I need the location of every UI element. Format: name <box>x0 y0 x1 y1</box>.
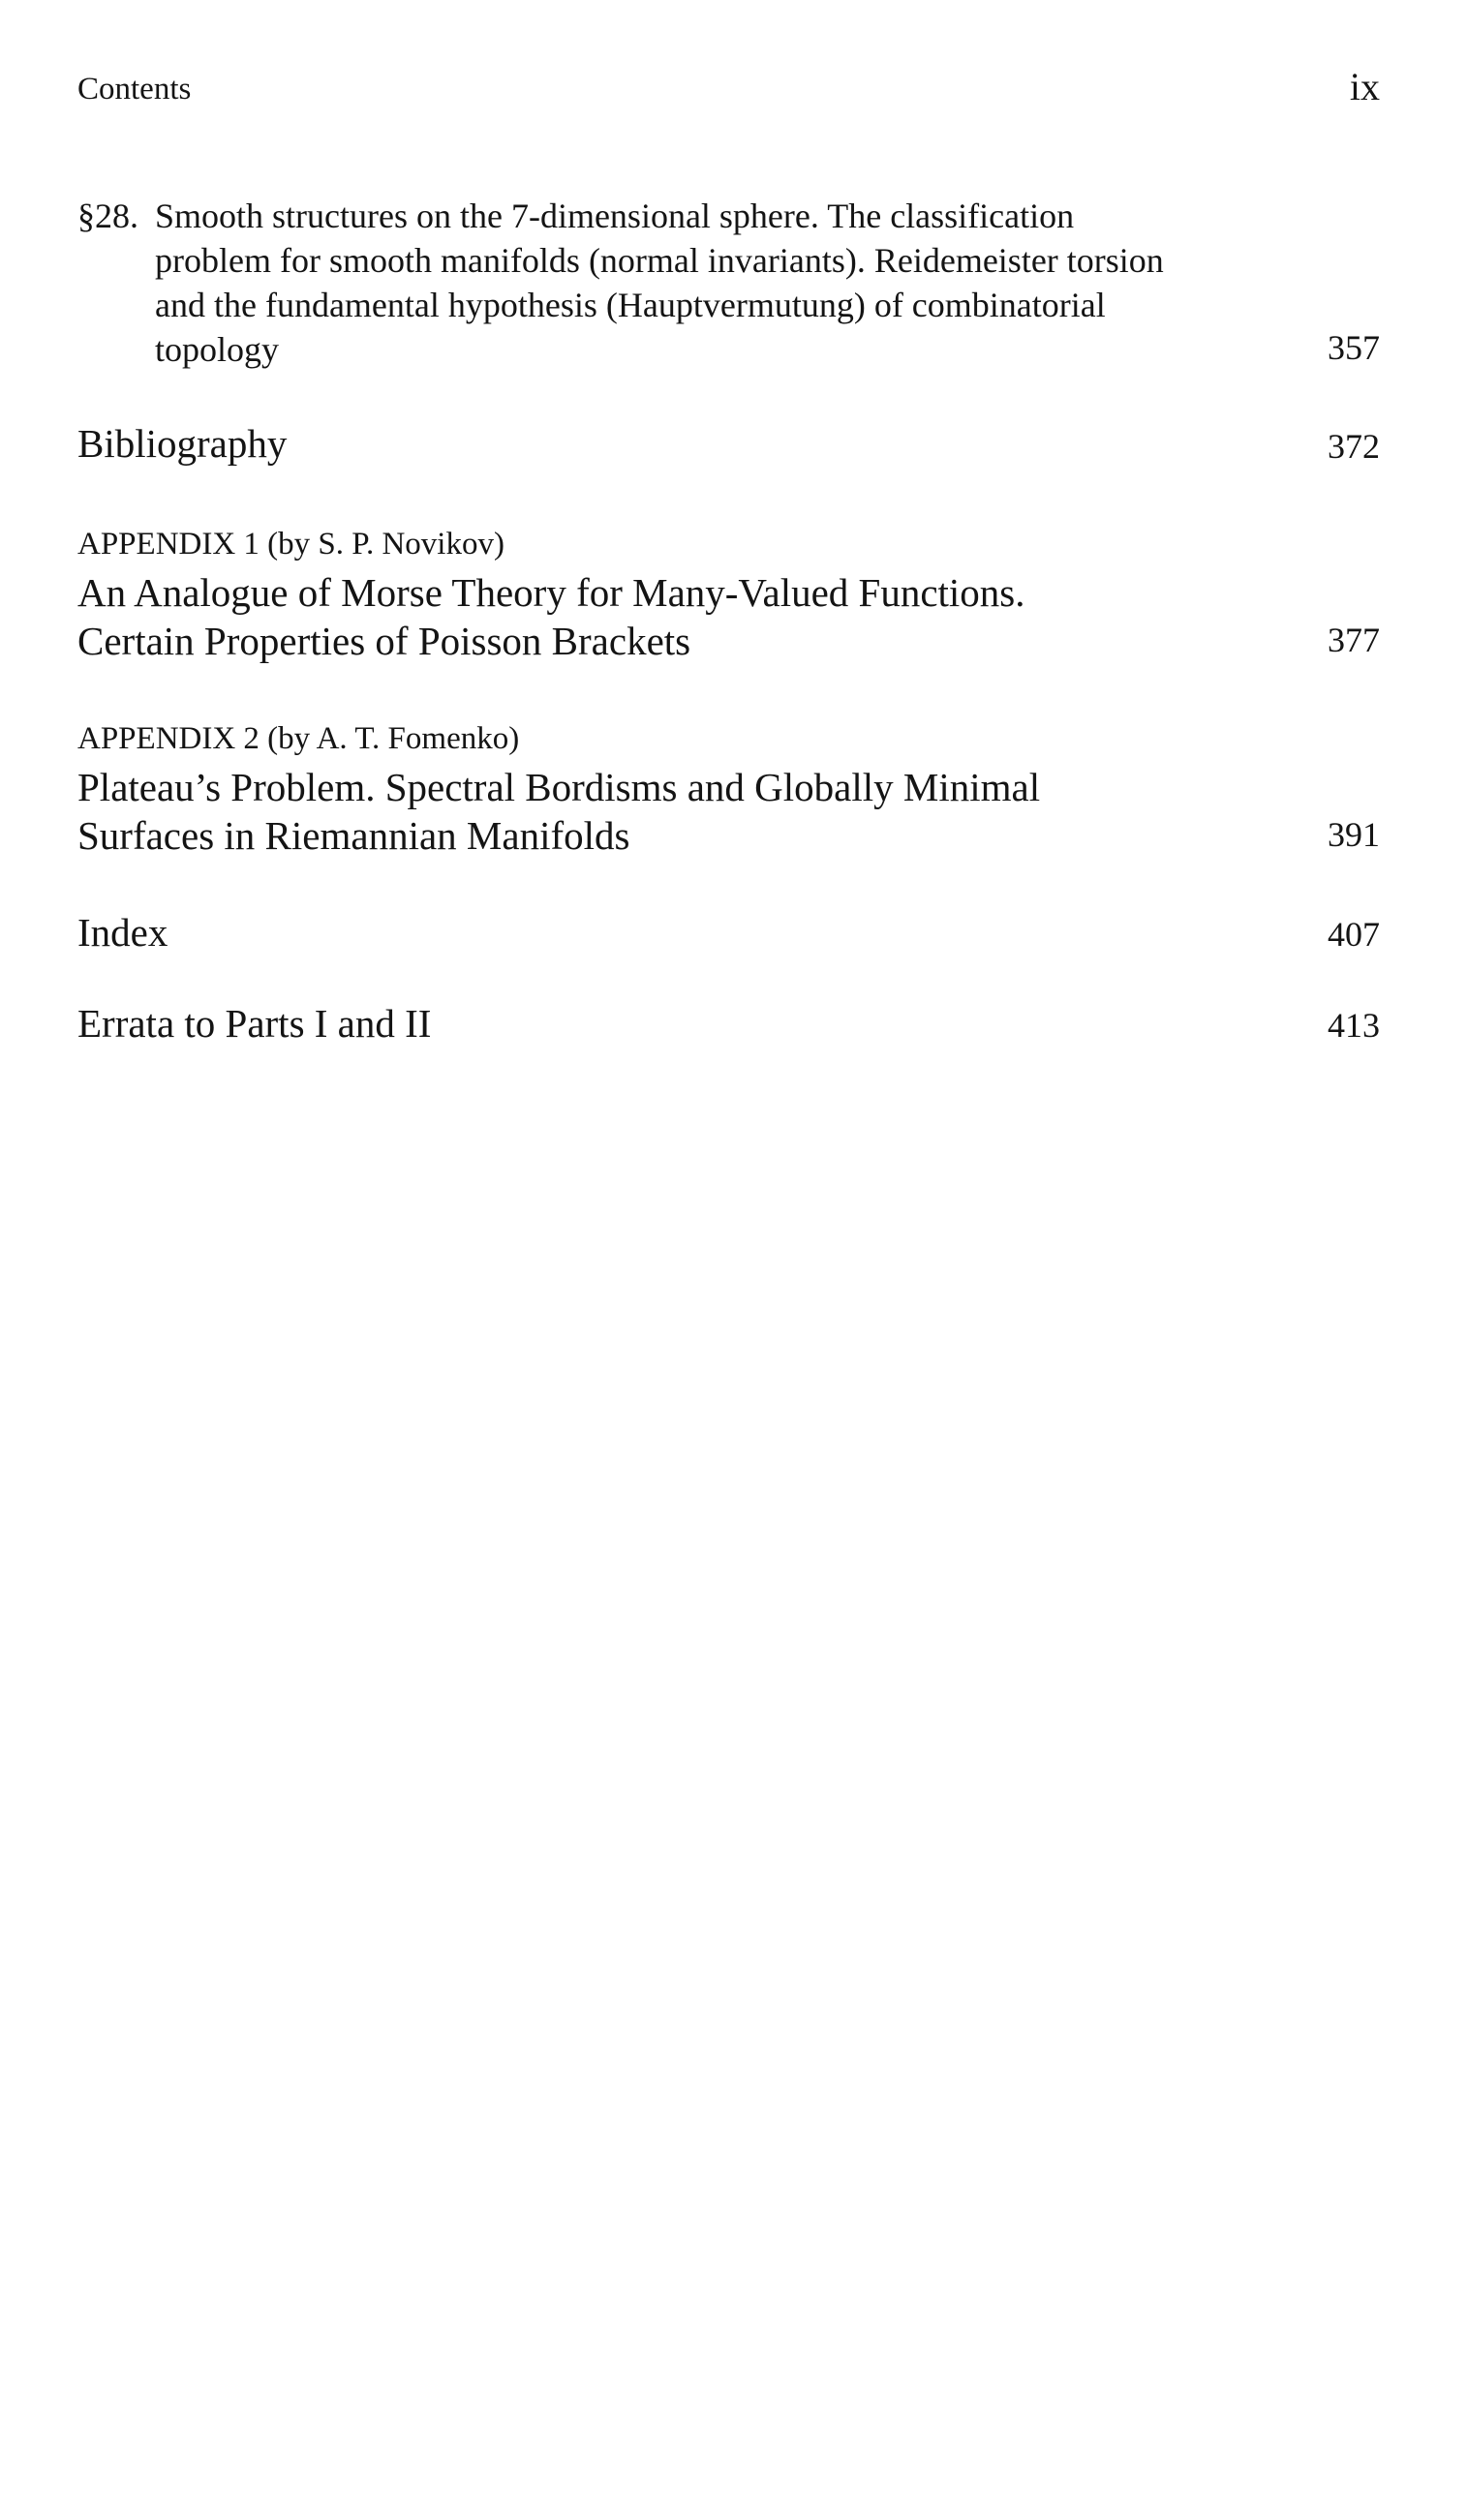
toc-title-line: Plateau’s Problem. Spectral Bordisms and Globally Minimal <box>77 765 1041 809</box>
toc-section-title <box>155 194 1298 372</box>
toc-title-line: and the fundamental hypothesis (Hauptvermutung) of combinatorial <box>155 286 1106 324</box>
appendix-title <box>77 568 1025 665</box>
toc-page-number: 357 <box>1328 328 1380 367</box>
toc-errata-title: Errata to Parts I and II <box>77 1001 432 1046</box>
appendix-label: APPENDIX 1 (by S. P. Novikov) <box>77 527 504 562</box>
toc-title-line: topology <box>155 330 280 369</box>
toc-title-line: Certain Properties of Poisson Brackets <box>77 619 691 663</box>
page-number: ix <box>1349 65 1380 108</box>
appendix-title <box>77 763 1040 860</box>
toc-page-number: 377 <box>1328 621 1380 659</box>
toc-page-number: 413 <box>1328 1006 1380 1045</box>
running-head: Contents <box>77 72 192 106</box>
appendix-label: APPENDIX 2 (by A. T. Fomenko) <box>77 721 520 756</box>
toc-title-line: Surfaces in Riemannian Manifolds <box>77 813 630 858</box>
toc-title-line: An Analogue of Morse Theory for Many-Valued Functions. <box>77 570 1025 615</box>
toc-bibliography-title: Bibliography <box>77 421 288 466</box>
toc-index-title: Index <box>77 910 168 955</box>
toc-section-number: §28. <box>77 197 138 235</box>
toc-page-number: 391 <box>1328 815 1380 854</box>
toc-title-line: Smooth structures on the 7-dimensional sphere. The classification <box>155 197 1075 235</box>
toc-page-number: 407 <box>1328 915 1380 954</box>
toc-title-line: problem for smooth manifolds (normal invariants). Reidemeister torsion <box>155 241 1164 280</box>
toc-page-number: 372 <box>1328 427 1380 466</box>
